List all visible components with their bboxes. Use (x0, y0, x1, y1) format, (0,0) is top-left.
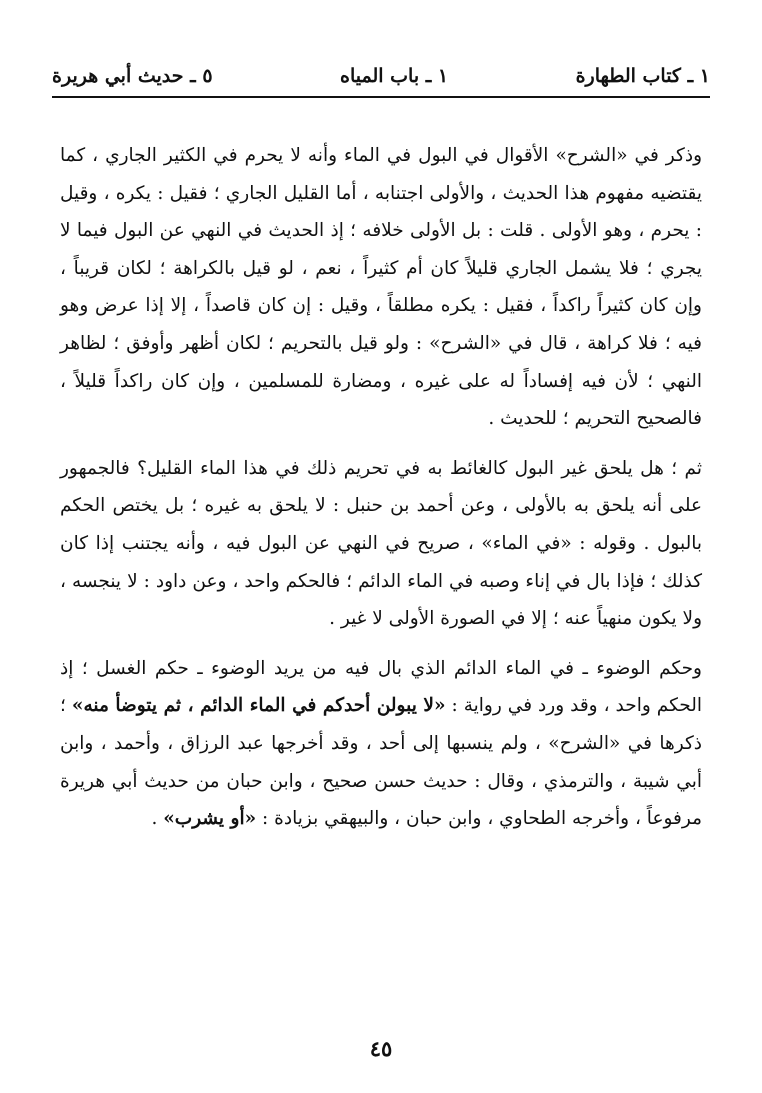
main-text (60, 137, 702, 838)
running-header (52, 56, 710, 98)
paragraph-2 (60, 450, 702, 638)
paragraph-3 (60, 650, 702, 838)
page-number: ٤٥ (369, 1036, 393, 1061)
hadith-addition-quote: «أو يشرب» (163, 808, 257, 830)
header-book: ١ ـ كتاب الطهارة (575, 65, 710, 87)
paragraph-1-text: وذكر في «الشرح» الأقوال في البول في الماء وأنه لا يحرم في الكثير الجاري ، كما يقتضيه مفهوم هذا الحديث ، والأولى اجتنابه ، أما القليل الجاري ؛ فقيل : يكره ، وقيل : يحرم ، وهو الأولى . قلت : بل الأولى خلافه ؛ إذ الحديث في النهي عن البول فيما لا يجري ؛ فلا يشمل الجاري قليلاً كان أم كثيراً ، نعم ، لو قيل بالكراهة ؛ لكان قريباً ، وإن كان كثيراً راكداً ، فقيل : يكره مطلقاً ، وقيل : إن كان قاصداً ، إلا إذا عرض وهو فيه ؛ فلا كراهة ، قال في «الشرح» : ولو قيل بالتحريم ؛ لكان أظهر وأوفق ؛ لظاهر النهي ؛ لأن فيه إفساداً له على غيره ، ومضارة للمسلمين ، وإن كان راكداً قليلاً ، فالصحيح التحريم ؛ للحديث . (60, 145, 702, 430)
paragraph-2-text: ثم ؛ هل يلحق غير البول كالغائط به في تحريم ذلك في هذا الماء القليل؟ فالجمهور على أنه يلحق به بالأولى ، وعن أحمد بن حنبل : لا يلحق به غيره ؛ بل يختص الحكم بالبول . وقوله : «في الماء» ، صريح في النهي عن البول فيه ، وأنه يجتنب إذا كان كذلك ؛ فإذا بال في إناء وصبه في الماء الدائم ؛ فالحكم واحد ، وعن داود : لا ينجسه ، ولا يكون منهياً عنه ؛ إلا في الصورة الأولى لا غير . (60, 457, 702, 630)
header-chapter: ١ ـ باب المياه (340, 65, 449, 87)
paragraph-3-text-c: . (151, 808, 164, 830)
hadith-quote: «لا يبولن أحدكم في الماء الدائم ، ثم يتوضأ منه» (71, 695, 446, 717)
paragraph-3-text-b: ؛ ذكرها في «الشرح» ، ولم ينسبها إلى أحد ، وقد أخرجها عبد الرزاق ، وأحمد ، وابن أبي شيبة ، والترمذي ، وقال : حديث حسن صحيح ، وابن حبان من حديث أبي هريرة مرفوعاً ، وأخرجه الطحاوي ، وابن حبان ، والبيهقي بزيادة : (60, 695, 702, 830)
paragraph-1 (60, 137, 702, 438)
header-hadith: ٥ ـ حديث أبي هريرة (52, 65, 213, 87)
paragraph-3-text-a: وحكم الوضوء ـ في الماء الدائم الذي بال فيه من يريد الوضوء ـ حكم الغسل ؛ إذ الحكم واحد ، وقد ورد في رواية : (60, 657, 702, 717)
